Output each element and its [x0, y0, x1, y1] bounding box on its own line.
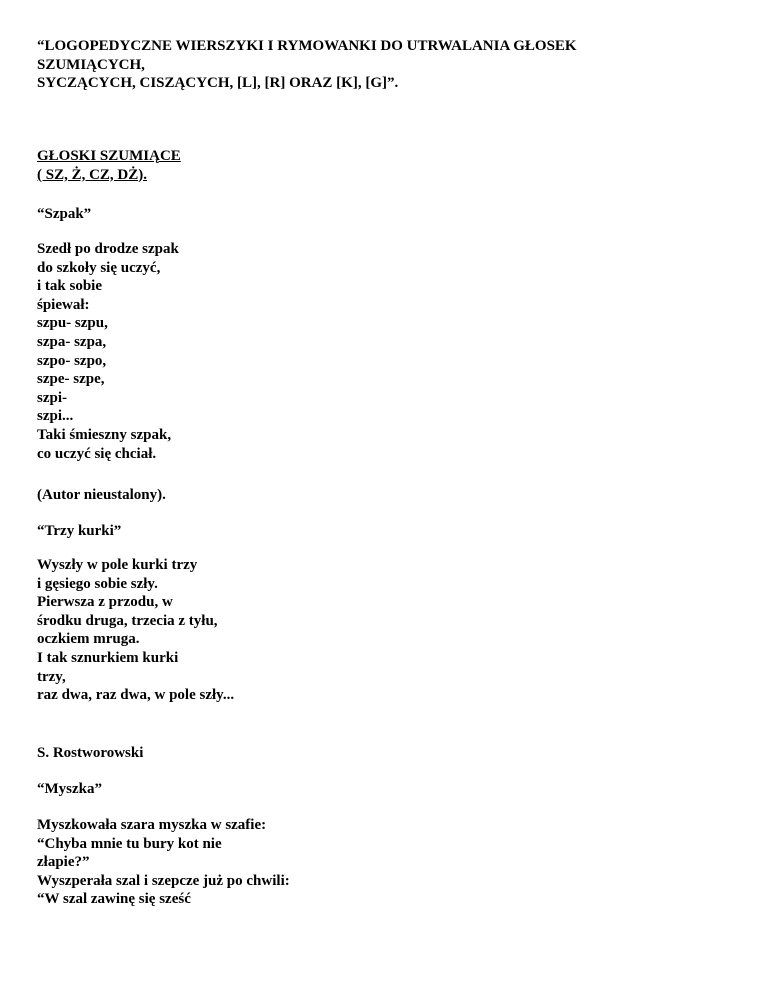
poem-line: szpi-	[37, 389, 67, 406]
poem-line: śpiewał:	[37, 296, 90, 313]
poem-line: raz dwa, raz dwa, w pole szły...	[37, 687, 235, 704]
poem-line: Szedł po drodze szpak	[37, 241, 179, 257]
poem-line: oczkiem mruga.	[37, 631, 140, 648]
title-line: “LOGOPEDYCZNE WIERSZYKI I RYMOWANKI DO UTRWALANIA GŁOSEK	[37, 38, 577, 54]
document-title	[37, 37, 737, 93]
title-line: SYCZĄCYCH, CISZĄCYCH, [L], [R] ORAZ [K], [G]”.	[37, 75, 399, 92]
poem-body	[37, 816, 737, 909]
poem-line: do szkoły się uczyć,	[37, 259, 161, 276]
poem-title: “Trzy kurki”	[37, 523, 122, 539]
section-heading-line: ( SZ, Ż, CZ, DŻ).	[37, 166, 148, 183]
poem-line: “W szal zawinę się sześć	[37, 891, 191, 908]
section-heading	[37, 147, 737, 184]
poem-line: trzy,	[37, 668, 66, 685]
poem-line: Myszkowała szara myszka w szafie:	[37, 817, 267, 833]
poem-line: szpu- szpu,	[37, 315, 108, 332]
poem-line: Wyszperała szal i szepcze już po chwili:	[37, 872, 290, 889]
poem-line: i gęsiego sobie szły.	[37, 575, 158, 592]
section-heading-line: GŁOSKI SZUMIĄCE	[37, 148, 181, 164]
poem-title: “Myszka”	[37, 781, 102, 797]
poem-line: I tak sznurkiem kurki	[37, 649, 179, 666]
poem-line: Taki śmieszny szpak,	[37, 426, 172, 443]
poem-author: (Autor nieustalony).	[37, 487, 166, 503]
poem-line: co uczyć się chciał.	[37, 445, 157, 462]
poem-body	[37, 240, 737, 463]
poem-body	[37, 556, 737, 705]
poem-line: złapie?”	[37, 854, 90, 871]
poem-line: Wyszły w pole kurki trzy	[37, 557, 198, 573]
poem-line: środku druga, trzecia z tyłu,	[37, 612, 218, 629]
poem-line: szpe- szpe,	[37, 371, 105, 388]
poem-line: szpo- szpo,	[37, 352, 107, 369]
poem-line: Pierwsza z przodu, w	[37, 594, 173, 611]
poem-line: i tak sobie	[37, 278, 103, 295]
poem-line: szpi...	[37, 408, 74, 425]
poem-line: “Chyba mnie tu bury kot nie	[37, 835, 222, 852]
poem-title: “Szpak”	[37, 206, 92, 222]
title-line: SZUMIĄCYCH,	[37, 56, 145, 73]
poem-author: S. Rostworowski	[37, 745, 144, 761]
poem-line: szpa- szpa,	[37, 333, 107, 350]
